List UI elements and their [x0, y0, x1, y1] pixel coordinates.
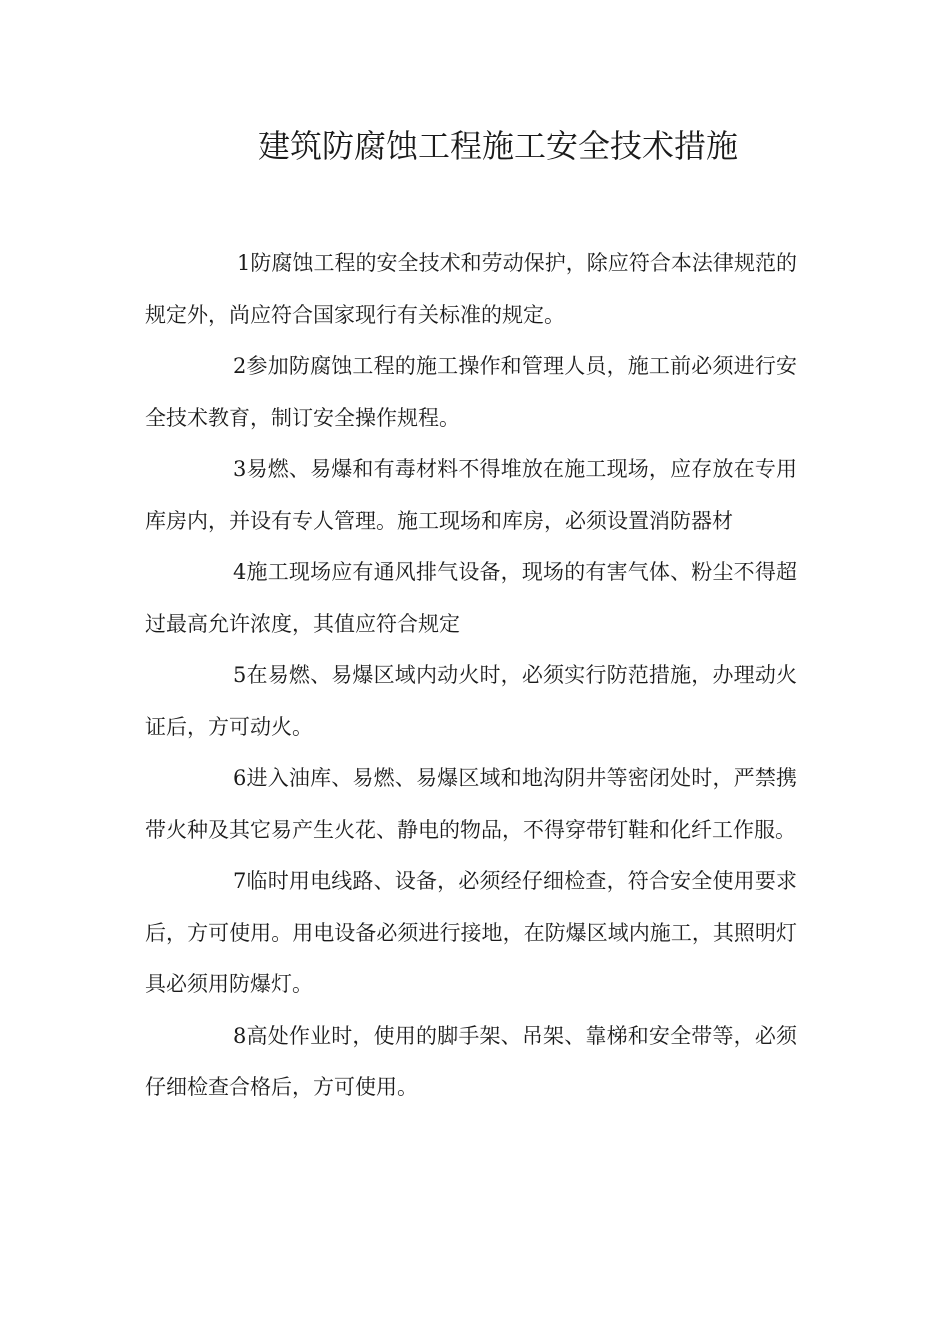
paragraph-4: 4施工现场应有通风排气设备，现场的有害气体、粉尘不得超过最高允许浓度，其值应符合规定	[145, 560, 797, 636]
paragraph-8: 8高处作业时，使用的脚手架、吊架、靠梯和安全带等，必须仔细检查合格后，方可使用。	[145, 1023, 797, 1099]
paragraph-3: 3易燃、易爆和有毒材料不得堆放在施工现场，应存放在专用库房内，并设有专人管理。施工现场和库房，必须设置消防器材	[145, 457, 797, 533]
paragraph-6: 6进入油库、易燃、易爆区域和地沟阴井等密闭处时，严禁携带火种及其它易产生火花、静电的物品，不得穿带钉鞋和化纤工作服。	[145, 766, 797, 842]
paragraph-7: 7临时用电线路、设备，必须经仔细检查，符合安全使用要求后，方可使用。用电设备必须进行接地，在防爆区域内施工，其照明灯具必须用防爆灯。	[145, 869, 797, 996]
paragraph-2: 2参加防腐蚀工程的施工操作和管理人员，施工前必须进行安全技术教育，制订安全操作规程。	[145, 354, 797, 430]
document-body	[145, 238, 797, 1114]
paragraph-1: 1防腐蚀工程的安全技术和劳动保护，除应符合本法律规范的规定外，尚应符合国家现行有关标准的规定。	[145, 251, 797, 327]
paragraph-5: 5在易燃、易爆区域内动火时，必须实行防范措施，办理动火证后，方可动火。	[145, 663, 797, 739]
document-title: 建筑防腐蚀工程施工安全技术措施	[258, 127, 739, 165]
